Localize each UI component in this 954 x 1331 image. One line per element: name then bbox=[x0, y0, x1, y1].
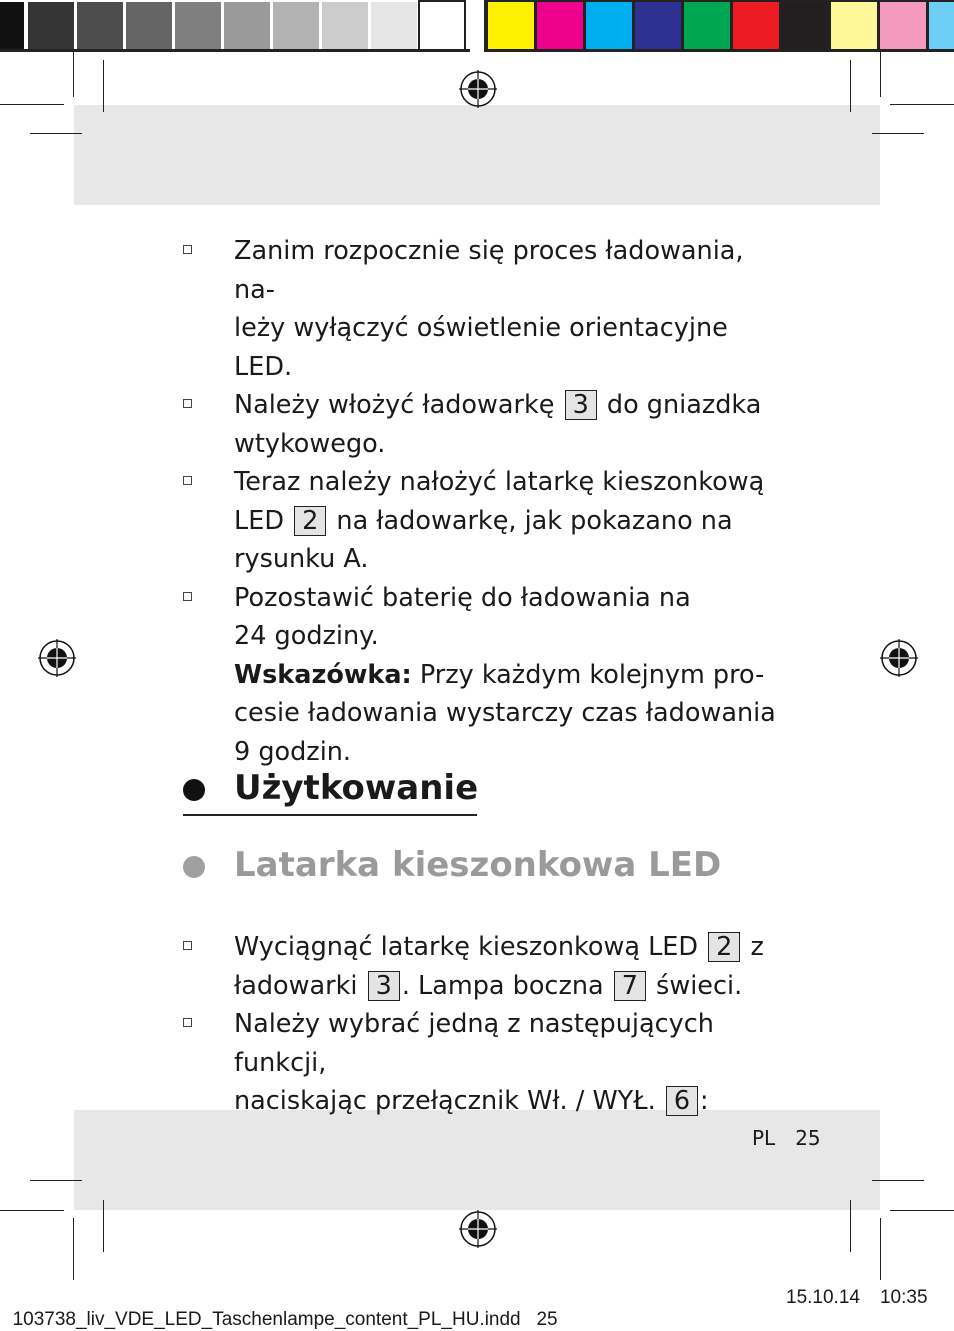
file-name: 103738_liv_VDE_LED_Taschenlampe_content_PL_HU.indd 25 bbox=[12, 1309, 558, 1330]
part-number-badge: 2 bbox=[294, 506, 326, 536]
section-heading-usage: Użytkowanie bbox=[183, 768, 478, 808]
color-swatch bbox=[880, 2, 926, 49]
color-swatch bbox=[586, 2, 632, 49]
list-item: Należy wybrać jedną z następujących funkcji, naciskając przełącznik Wł. / WYŁ. 6 : bbox=[183, 1005, 783, 1121]
color-swatch bbox=[831, 2, 877, 49]
color-swatch bbox=[782, 2, 828, 49]
color-swatch bbox=[929, 2, 954, 49]
registration-mark-icon bbox=[880, 639, 918, 677]
header-band bbox=[74, 105, 880, 205]
section-heading-flashlight: Latarka kieszonkowa LED bbox=[183, 845, 721, 885]
list-item: Wyciągnąć latarkę kieszonkową LED 2 z ładowarki 3 . Lampa boczna 7 świeci. bbox=[183, 928, 783, 1005]
registration-mark-icon bbox=[459, 70, 497, 108]
color-swatch bbox=[488, 2, 534, 49]
square-bullet-icon bbox=[183, 1018, 192, 1027]
square-bullet-icon bbox=[183, 399, 192, 408]
file-timestamp bbox=[786, 1287, 928, 1309]
file-time: 10:35 bbox=[879, 1287, 928, 1308]
square-bullet-icon bbox=[183, 476, 192, 485]
file-slug bbox=[2, 1287, 558, 1331]
list-item: Pozostawić baterię do ładowania na 24 godziny. bbox=[183, 579, 783, 656]
square-bullet-icon bbox=[183, 245, 192, 254]
bullet-dot-icon bbox=[183, 779, 205, 801]
note: Wskazówka: Przy każdym kolejnym pro- cesie ładowania wystarczy czas ładowania 9 godzin. bbox=[234, 659, 776, 767]
color-swatch bbox=[635, 2, 681, 49]
registration-mark-icon bbox=[459, 1210, 497, 1248]
grey-bar-frame bbox=[0, 0, 470, 52]
color-swatch bbox=[684, 2, 730, 49]
note-label: Wskazówka: bbox=[234, 659, 412, 690]
file-date: 15.10.14 bbox=[786, 1287, 860, 1308]
part-number-badge: 3 bbox=[565, 390, 597, 420]
language-code: PL bbox=[752, 1126, 776, 1150]
list-item: Zanim rozpocznie się proces ładowania, na- leży wyłączyć oświetlenie orientacyjne LED. bbox=[183, 232, 783, 386]
usage-instructions bbox=[183, 928, 783, 1121]
part-number-badge: 2 bbox=[708, 932, 740, 962]
list-item: Teraz należy nałożyć latarkę kieszonkową LED 2 na ładowarkę, jak pokazano na rysunku A. bbox=[183, 463, 783, 579]
registration-mark-icon bbox=[38, 639, 76, 677]
square-bullet-icon bbox=[183, 592, 192, 601]
heading-underline bbox=[183, 814, 477, 816]
footer-band bbox=[74, 1110, 880, 1210]
color-swatch bbox=[537, 2, 583, 49]
part-number-badge: 3 bbox=[368, 971, 400, 1001]
color-swatch bbox=[733, 2, 779, 49]
part-number-badge: 6 bbox=[666, 1086, 698, 1116]
page-footer bbox=[752, 1126, 821, 1150]
charging-instructions bbox=[183, 232, 783, 771]
part-number-badge: 7 bbox=[614, 971, 646, 1001]
page-number: 25 bbox=[795, 1126, 821, 1150]
bullet-dot-icon bbox=[183, 856, 205, 878]
square-bullet-icon bbox=[183, 941, 192, 950]
list-item: Należy włożyć ładowarkę 3 do gniazdka wtykowego. bbox=[183, 386, 783, 463]
